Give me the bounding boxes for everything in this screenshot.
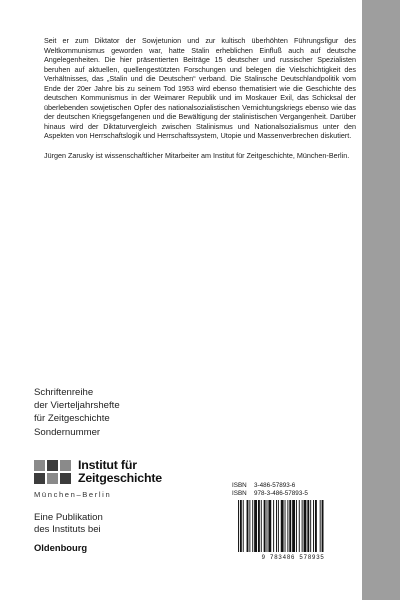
series-line: Sondernummer bbox=[34, 426, 101, 438]
cover-edge-strip bbox=[362, 0, 400, 600]
institute-name: Institut für Zeitgeschichte bbox=[78, 458, 162, 485]
series-line: Schriftenreihe bbox=[34, 387, 94, 398]
barcode-icon bbox=[232, 500, 354, 554]
author-note: Jürgen Zarusky ist wissenschaftlicher Mitarbeiter am Institut für Zeitgeschichte, München-Berlin. bbox=[44, 150, 350, 160]
institute-logo bbox=[34, 460, 244, 506]
logo-squares-icon bbox=[34, 460, 72, 484]
isbn-10: ISBN 3-486-57893-6 bbox=[232, 482, 296, 489]
barcode bbox=[232, 500, 354, 562]
isbn-13: ISBN 978-3-486-57893-5 bbox=[232, 490, 308, 498]
publication-line: des Instituts bei bbox=[34, 524, 101, 536]
publisher-name: Oldenbourg bbox=[34, 542, 88, 553]
institute-city: München–Berlin bbox=[34, 490, 112, 499]
series-line: für Zeitgeschichte bbox=[34, 413, 110, 425]
publication-line: Eine Publikation bbox=[34, 512, 103, 523]
series-line: der Vierteljahrshefte bbox=[34, 400, 120, 412]
isbn-block bbox=[232, 482, 356, 499]
blurb-text bbox=[44, 36, 356, 170]
series-title bbox=[34, 386, 234, 439]
barcode-digits: 9 783486 578935 bbox=[261, 554, 325, 561]
blurb-paragraph: Seit er zum Diktator der Sowjetunion und zur kultisch überhöhten Führungsfigur des Weltkommunismus geworden war, hatte Stalin erheblichen Einfluß auch auf deutsche Angelegenheiten. Die hier präsentierten Beiträge 15 deutscher und russischer Spezialisten beruhen auf aktuellen, quellengestützten Forschungen und belegen die Vielschichtigkeit des Verhältnisses, das „Stalin und die Deutschen“ verband. Die Stalinsche Deutschlandpolitik vom Ende der 20er Jahre bis zu seinem Tod 1953 wird ebenso thematisiert wie die Geschichte des deutschen Kommunismus in der Weimarer Republik und im Moskauer Exil, das Schicksal der überlebenden sowjetischen Opfer des nationalsozialistischen Vernichtungskriegs ebenso wie das der deutschen Kriegsgefangenen und die Bewältigung der stalinistischen Vergangenheit. Darüber hinaus wird der Diktaturvergleich zwischen Stalinismus und Nationalsozialismus unter den Aspekten von Herrschaftslogik und Herrschaftssystem, Utopie und Massenverbrechen diskutiert. bbox=[44, 36, 356, 141]
publication-note bbox=[34, 512, 214, 536]
